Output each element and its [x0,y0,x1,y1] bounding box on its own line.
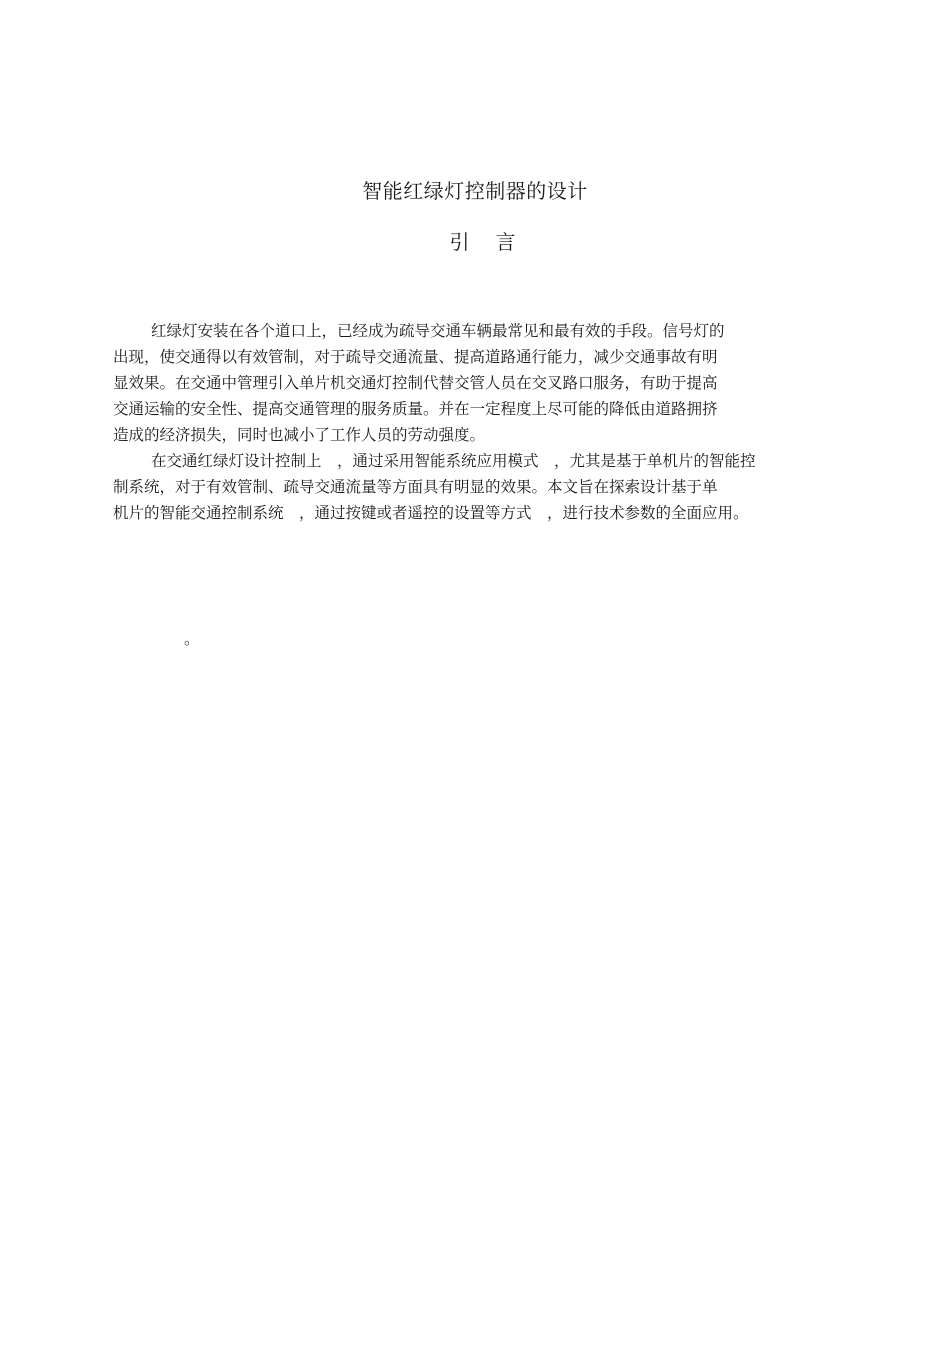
paragraph-line: 显效果。在交通中管理引入单片机交通灯控制代替交管人员在交叉路口服务，有助于提高 [113,374,718,392]
section-heading [0,228,950,256]
paragraph-line: 出现，使交通得以有效管制，对于疏导交通流量、提高道路通行能力，减少交通事故有明 [113,348,718,366]
paragraph-2 [113,448,843,526]
paragraph-line: 制系统，对于有效管制、疏导交通流量等方面具有明显的效果。本文旨在探索设计基于单 [113,478,718,496]
paragraph-line: 机片的智能交通控制系统 ，通过按键或者遥控的设置等方式 ，进行技术参数的全面应用。 [113,504,749,522]
paragraph-1 [113,318,843,448]
section-heading-char-1: 引 [449,230,470,254]
section-heading-char-2: 言 [495,230,516,254]
paragraph-line: 在交通红绿灯设计控制上 ，通过采用智能系统应用模式 ，尤其是基于单机片的智能控 [151,452,756,470]
paragraph-line: 造成的经济损失，同时也减小了工作人员的劳动强度。 [113,426,486,444]
stray-punctuation: 。 [184,630,200,648]
document-title: 智能红绿灯控制器的设计 [362,179,588,203]
body-text [113,318,843,526]
paragraph-line: 交通运输的安全性、提高交通管理的服务质量。并在一定程度上尽可能的降低由道路拥挤 [113,400,718,418]
paragraph-line: 红绿灯安装在各个道口上，已经成为疏导交通车辆最常见和最有效的手段。信号灯的 [151,322,725,340]
